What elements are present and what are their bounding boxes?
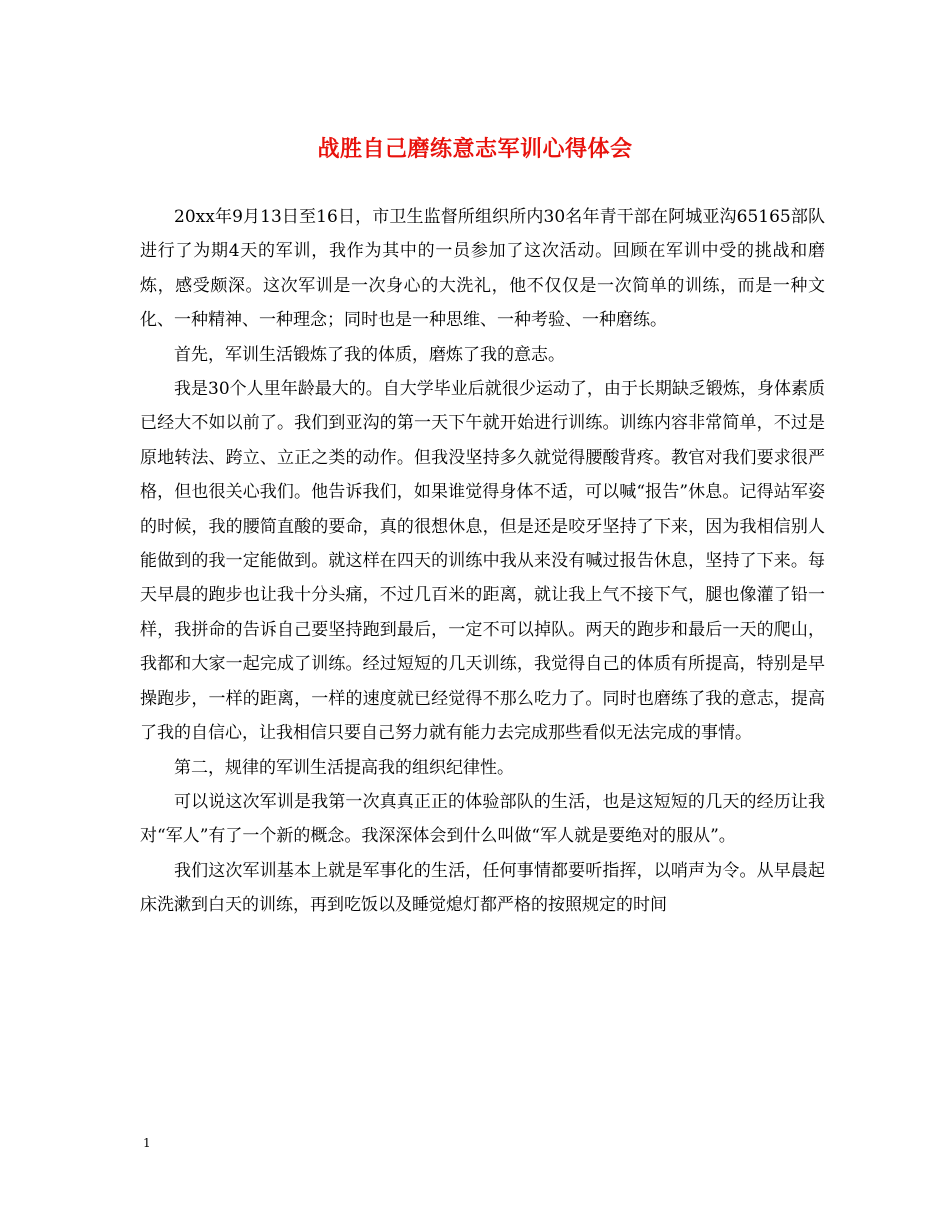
paragraph-military-concept: 可以说这次军训是我第一次真真正正的体验部队的生活，也是这短短的几天的经历让我对“军人”有了一个新的概念。我深深体会到什么叫做“军人就是要绝对的服从”。 — [140, 791, 825, 847]
page-number: 1 — [143, 1136, 151, 1150]
paragraph-military-life: 我们这次军训基本上就是军事化的生活，任何事情都要听指挥，以哨声为令。从早晨起床洗漱到白天的训练，再到吃饭以及睡觉熄灯都严格的按照规定的时间 — [140, 860, 825, 916]
document-body — [140, 200, 825, 923]
paragraph-first-point: 首先，军训生活锻炼了我的体质，磨炼了我的意志。 — [174, 344, 565, 365]
paragraph-second-point: 第二，规律的军训生活提高我的组织纪律性。 — [174, 757, 514, 778]
paragraph-intro: 20xx年9月13日至16日，市卫生监督所组织所内30名年青干部在阿城亚沟65165部队进行了为期4天的军训，我作为其中的一员参加了这次活动。回顾在军训中受的挑战和磨炼，感受颇深。这次军训是一次身心的大洗礼，他不仅仅是一次简单的训练，而是一种文化、一种精神、一种理念；同时也是一种思维、一种考验、一种磨练。 — [140, 207, 825, 331]
document-title: 战胜自己磨练意志军训心得体会 — [317, 136, 633, 162]
paragraph-physical-training: 我是30个人里年龄最大的。自大学毕业后就很少运动了，由于长期缺乏锻炼，身体素质已经大不如以前了。我们到亚沟的第一天下午就开始进行训练。训练内容非常简单，不过是原地转法、跨立、立正之类的动作。但我没坚持多久就觉得腰酸背疼。教官对我们要求很严格，但也很关心我们。他告诉我们，如果谁觉得身体不适，可以喊“报告”休息。记得站军姿的时候，我的腰简直酸的要命，真的很想休息，但是还是咬牙坚持了下来，因为我相信别人能做到的我一定能做到。就这样在四天的训练中我从来没有喊过报告休息，坚持了下来。每天早晨的跑步也让我十分头痛，不过几百米的距离，就让我上气不接下气，腿也像灌了铅一样，我拼命的告诉自己要坚持跑到最后，一定不可以掉队。两天的跑步和最后一天的爬山，我都和大家一起完成了训练。经过短短的几天训练，我觉得自己的体质有所提高，特别是早操跑步，一样的距离，一样的速度就已经觉得不那么吃力了。同时也磨练了我的意志，提高了我的自信心，让我相信只要自己努力就有能力去完成那些看似无法完成的事情。 — [140, 379, 825, 744]
